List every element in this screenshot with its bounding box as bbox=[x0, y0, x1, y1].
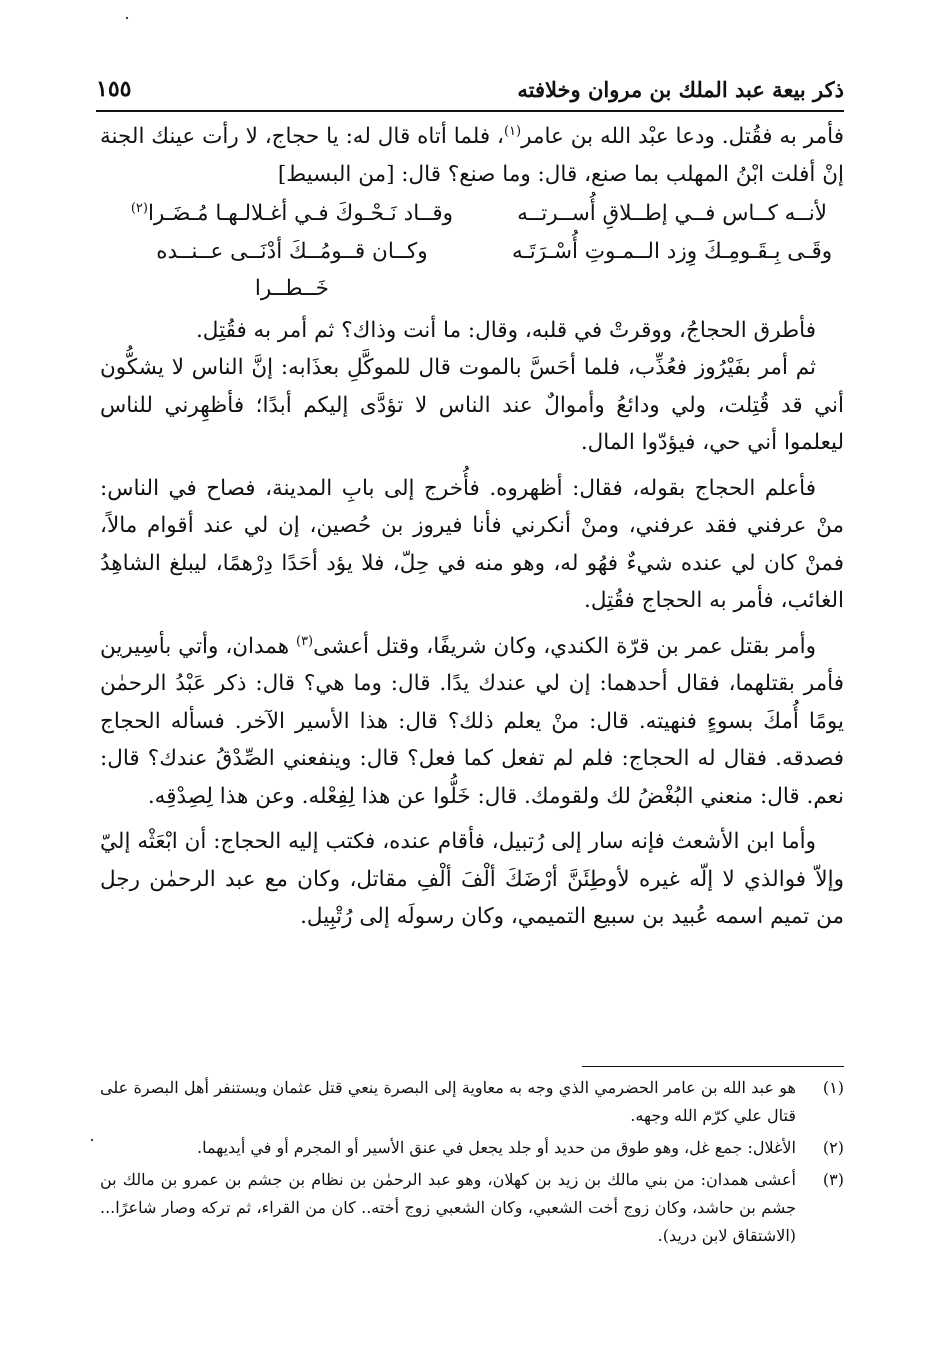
footnotes bbox=[100, 1074, 844, 1254]
footnote-text: أعشى همدان: من بني مالك بن زيد بن كهلان، وهو عبد الرحمٰن بن نظام بن جشم بن عمرو بن مالك بن جشم بن حاشد، وكان زوج أخت الشعبي، وكان الشعبي زوج أخته.. كان من القراء، ثم تركه وصار شاعرًا... (الاشتقاق لابن دريد). bbox=[100, 1170, 797, 1245]
paragraph-4: فأعلم الحجاج بقوله، فقال: أظهروه. فأُخرج إلى بابِ المدينة، فصاح في الناس: منْ عرفني فقد عرفني، ومنْ أنكرني فأنا فيروز بن حُصين، إن لي عند أقوام مالاً، فمنْ كان لي عنده شيءٌ فهُو له، وهو منه في حِلّ، فلا يؤد أحَدًا دِرْهمًا، ليبلغ الشاهِدُ الغائب، فأمر به الحجاج فقُتِل. bbox=[100, 475, 844, 613]
paragraph-3: ثم أمر بفَيْرُوز فعُذِّب، فلما أحَسَّ بالموت قال للموكَّلِ بعذَابه: إنَّ الناس لا يشكُّون أني قد قُتِلت، ولي ودائعُ وأموالٌ عند الناس لا تؤدَّى إليكم أبدًا؛ فأظهِرني للناس ليعلموا أني حي، فيؤدّوا المال. bbox=[100, 355, 844, 455]
paragraph-gap bbox=[100, 815, 844, 823]
running-title: ذكر بيعة عبد الملك بن مروان وخلافته bbox=[517, 77, 844, 102]
paragraph-gap bbox=[100, 620, 844, 628]
verse-1-second-hemistich bbox=[130, 195, 454, 233]
verse-2 bbox=[100, 233, 844, 308]
footnote-ref-2: (٢) bbox=[130, 200, 148, 216]
footnote-2 bbox=[100, 1134, 844, 1162]
footnote-text: هو عبد الله بن عامر الحضرمي الذي وجه به معاوية إلى البصرة ينعي قتل عثمان ويستنفر أهل البصرة على قتال علي كرّم الله وجهه. bbox=[100, 1078, 796, 1125]
verse-2-second-hemistich: وكــان قــومُــكَ أدْنَــى عــنــده خَــطــرا bbox=[156, 238, 428, 301]
footnote-1 bbox=[100, 1074, 844, 1130]
footnote-number: (٢) bbox=[822, 1138, 844, 1157]
verse-1 bbox=[100, 195, 844, 233]
scan-speck bbox=[91, 1139, 93, 1141]
verse-1-first-hemistich: لأنــه كــاس فــي إطــلاقِ أُســرتــه bbox=[517, 201, 828, 226]
paragraph-5-part-b: همدان، وأتي بأسِيرين فأمر بقتلهما، فقال أحدهما: إن لي عندك يدًا. قال: وما هي؟ قال: ذكر عَبْدُ الرحمٰن يومًا أُمكَ بسوءٍ فنهيته. قال: منْ يعلم ذلك؟ قال: هذا الأسير الآخر. فسأله الحجاج فصدقه. فقال له الحجاج: فلم لم تفعل كما فعل؟ قال: وينفعني الصِّدْقُ عندك؟ قال: نعم. قال: منعني البُغْضُ لك ولقومك. قال: خَلُّوا عن هذا لِفِعْله. وعن هذا لِصِدْقِه. bbox=[100, 633, 844, 809]
verse-2-first-hemistich: وقَـى بِـقَـومِـكَ وِزد الــمـوتِ أُسْـرَتَـه bbox=[511, 238, 833, 264]
footnote-text: الأغلال: جمع غل، وهو طوق من حديد أو جلد يجعل في عنق الأسير أو المجرم أو في أيديهما. bbox=[196, 1138, 796, 1157]
paragraph-5-part-a: وأمر بقتل عمر بن قرّة الكندي، وكان شريفًا، وقتل أعشى bbox=[313, 633, 816, 659]
paragraph-2: فأطرق الحجاجُ، ووقرتْ في قلبه، وقال: ما أنت وذاك؟ ثم أمر به فقُتِل. bbox=[195, 317, 816, 343]
footnote-number: (١) bbox=[822, 1078, 844, 1097]
footnote-3 bbox=[100, 1166, 844, 1250]
page-number: ١٥٥ bbox=[96, 76, 132, 102]
footnote-separator bbox=[582, 1066, 844, 1067]
paragraph-6: وأما ابن الأشعث فإنه سار إلى رُتبيل، فأقام عنده، فكتب إليه الحجاج: أن ابْعَثْه إليّ وإلاّ فوالذي لا إلّه غيره لأوطِئَنَّ أرْضَكَ ألْفَ ألْفِ مقاتل، وكان مع عبد الرحمٰن رجل من تميم اسمه عُبيد بن سبيع التميمي، وكان رسولَه إلى رُتْبِيل. bbox=[100, 829, 844, 929]
paragraph-5 bbox=[100, 628, 844, 816]
main-text bbox=[100, 118, 844, 936]
poem bbox=[100, 195, 844, 308]
scan-speck bbox=[126, 17, 128, 19]
paragraph-1 bbox=[100, 118, 844, 193]
footnote-ref-3: (٣) bbox=[295, 633, 314, 649]
paragraph-1-part-a: فأمر به فقُتل. ودعا عبْد الله بن عامر bbox=[521, 124, 844, 149]
verse-1-second-text: وقــاد نَـحْـوكَ فـي أغـلالـهـا مُـضَـرا bbox=[147, 201, 454, 226]
paragraph-1-part-b: ، فلما أتاه قال له: يا حجاج، لا رأت عينك الجنة إنْ أفلت ابْنُ المهلب بما صنع، قال: وما صنع؟ قال: [من البسيط] bbox=[100, 124, 844, 187]
footnote-number: (٣) bbox=[822, 1170, 844, 1189]
page-header bbox=[96, 62, 844, 112]
footnote-ref-1: (١) bbox=[503, 123, 522, 139]
paragraph-gap bbox=[100, 462, 844, 470]
